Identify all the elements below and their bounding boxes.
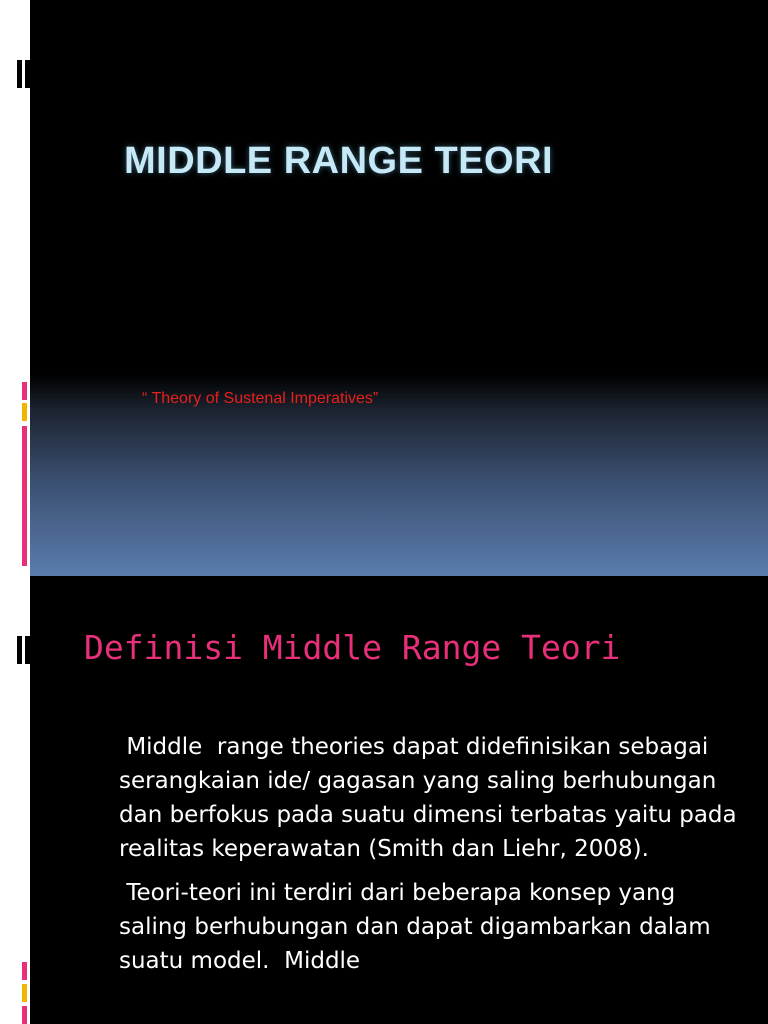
definition-heading: Definisi Middle Range Teori [84, 628, 621, 667]
definition-paragraph-1: Middle range theories dapat didefinisikan sebagai serangkaian ide/ gagasan yang saling berhubungan dan berfokus pada suatu dimensi terbatas yaitu pada realitas keperawatan (Smith dan Liehr, 2008). [119, 734, 744, 862]
left-page-strip [0, 0, 30, 1024]
accent-bar-pink [22, 382, 27, 400]
slide-title [30, 0, 768, 576]
slide-definition [30, 576, 768, 1024]
accent-bar-pink-long [22, 426, 27, 566]
definition-paragraph-2: Teori-teori ini terdiri dari beberapa konsep yang saling berhubungan dan dapat digambarkan dalam suatu model. Middle [119, 880, 718, 974]
slide-subtitle: “ Theory of Sustenal Imperatives” [142, 390, 379, 407]
accent-bar-pink-3 [22, 1006, 27, 1024]
slide-marker-gap-2 [22, 636, 25, 664]
accent-bar-yellow [22, 403, 27, 421]
accent-bar-yellow-2 [22, 984, 27, 1002]
slide-title-heading: MIDDLE RANGE TEORI [124, 140, 554, 182]
slide-marker-gap [22, 60, 25, 88]
definition-body [119, 730, 744, 988]
accent-bar-pink-2 [22, 962, 27, 980]
